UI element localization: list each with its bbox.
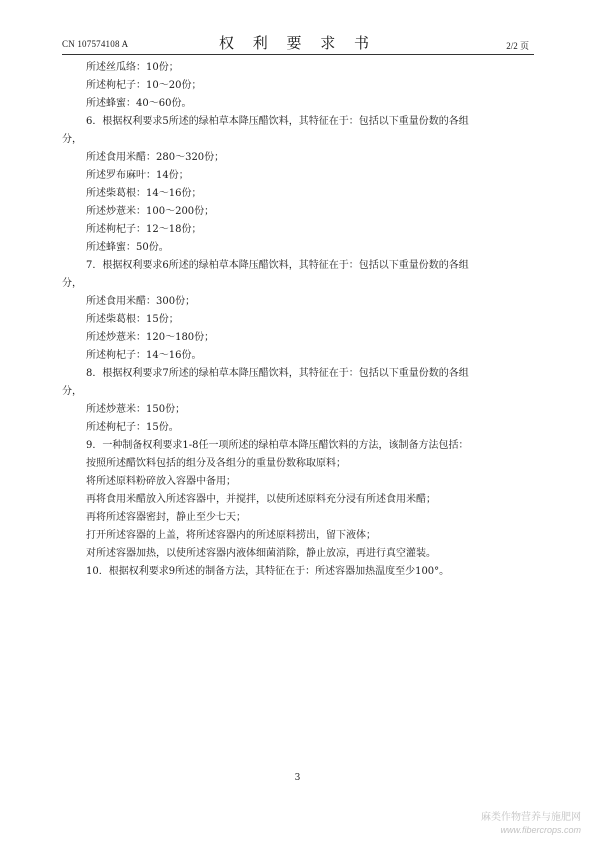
text-line: 所述柴葛根：14～16份； — [86, 188, 202, 199]
site-watermark — [481, 812, 581, 836]
page-number: 3 — [294, 773, 301, 783]
document-title: 权 利 要 求 书 — [218, 34, 377, 52]
header-rule — [62, 54, 534, 55]
text-line: 7．根据权利要求6所述的绿柏草本降压醋饮料，其特征在于：包括以下重量份数的各组 — [86, 260, 469, 271]
watermark-url: www.fibercrops.com — [500, 825, 581, 835]
text-line: 所述炒薏米：100～200份； — [86, 206, 215, 217]
watermark-site-name: 麻类作物营养与施肥网 — [481, 812, 581, 823]
text-line: 所述炒薏米：120～180份； — [86, 332, 215, 343]
text-line: 按照所述醋饮料包括的组分及各组分的重量份数称取原料； — [86, 458, 346, 469]
text-line: 所述枸杞子：15份。 — [86, 422, 179, 433]
text-line: 所述丝瓜络：10份； — [86, 62, 179, 73]
text-line: 再将所述容器密封，静止至少七天； — [86, 512, 246, 523]
text-line: 8．根据权利要求7所述的绿柏草本降压醋饮料，其特征在于：包括以下重量份数的各组 — [86, 368, 469, 379]
text-line: 所述枸杞子：10～20份； — [86, 80, 202, 91]
text-line: 所述枸杞子：14～16份。 — [86, 350, 202, 361]
page-indicator: 2/2 页 — [506, 41, 529, 51]
text-line: 将所述原料粉碎放入容器中备用； — [86, 476, 236, 487]
text-line: 所述炒薏米：150份； — [86, 404, 186, 415]
text-line: 所述柴葛根：15份； — [86, 314, 179, 325]
text-line: 对所述容器加热，以使所述容器内液体细菌消除，静止放凉，再进行真空灌装。 — [86, 548, 436, 559]
text-line: 所述枸杞子：12～18份； — [86, 224, 202, 235]
text-line: 所述蜂蜜：50份。 — [86, 242, 169, 253]
text-line: 6．根据权利要求5所述的绿柏草本降压醋饮料，其特征在于：包括以下重量份数的各组 — [86, 116, 469, 127]
text-line: 分， — [62, 278, 82, 289]
text-line: 打开所述容器的上盖，将所述容器内的所述原料捞出，留下液体； — [86, 530, 376, 541]
text-line: 所述罗布麻叶：14份； — [86, 170, 189, 181]
text-line: 所述食用米醋：280～320份； — [86, 152, 225, 163]
text-line: 9．一种制备权利要求1-8任一项所述的绿柏草本降压醋饮料的方法，该制备方法包括： — [86, 440, 469, 451]
publication-number: CN 107574108 A — [62, 39, 129, 49]
text-line: 所述蜂蜜：40～60份。 — [86, 98, 192, 109]
text-line: 所述食用米醋：300份； — [86, 296, 196, 307]
text-line: 分， — [62, 134, 82, 145]
text-line: 再将食用米醋放入所述容器中，并搅拌，以使所述原料充分浸有所述食用米醋； — [86, 494, 436, 505]
page-header — [0, 0, 595, 60]
text-line: 分， — [62, 386, 82, 397]
text-line: 10．根据权利要求9所述的制备方法，其特征在于：所述容器加热温度至少100°。 — [86, 566, 450, 577]
claims-body — [62, 59, 538, 581]
